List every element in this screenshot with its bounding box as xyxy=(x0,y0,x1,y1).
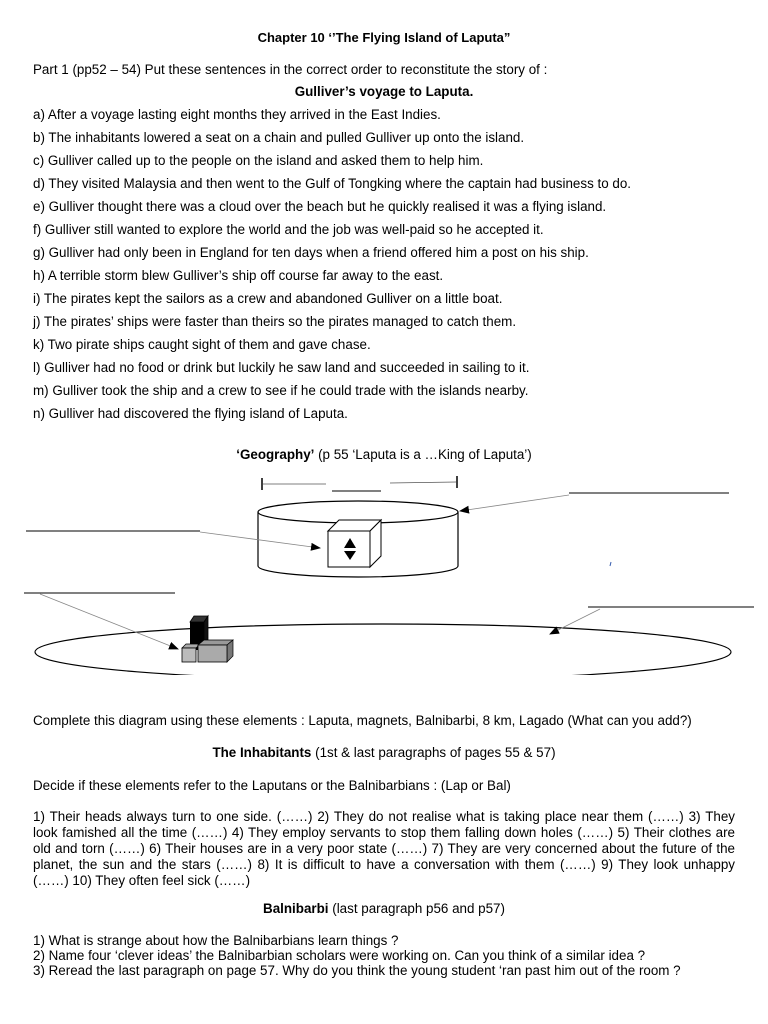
geography-heading xyxy=(0,447,768,462)
story-sentence: n) Gulliver had discovered the flying island of Laputa. xyxy=(33,406,348,421)
balnibarbi-heading-ref: (last paragraph p56 and p57) xyxy=(328,901,505,916)
magnet-cube xyxy=(328,520,381,567)
laputa-diagram xyxy=(0,470,768,675)
balnibarbi-heading-label: Balnibarbi xyxy=(263,901,329,916)
story-sentence: j) The pirates’ ships were faster than theirs so the pirates managed to catch them. xyxy=(33,314,517,329)
inhabitants-heading-ref: (1st & last paragraphs of pages 55 & 57) xyxy=(311,745,556,760)
story-sentence: i) The pirates kept the sailors as a crew and abandoned Gulliver on a little boat. xyxy=(33,291,503,306)
story-sentence: m) Gulliver took the ship and a crew to see if he could trade with the islands nearby. xyxy=(33,383,529,398)
story-sentence: g) Gulliver had only been in England for ten days when a friend offered him a post on his ship. xyxy=(33,245,589,260)
story-sentence: f) Gulliver still wanted to explore the world and the job was well-paid so he accepted it. xyxy=(33,222,544,237)
ground-ellipse xyxy=(35,624,731,675)
dimension-line xyxy=(262,476,457,491)
story-sentence: c) Gulliver called up to the people on the island and asked them to help him. xyxy=(33,153,484,168)
geography-heading-ref: (p 55 ‘Laputa is a …King of Laputa’) xyxy=(314,447,532,462)
story-sentence: l) Gulliver had no food or drink but luckily he saw land and succeeded in sailing to it. xyxy=(33,360,530,375)
geography-heading-label: ‘Geography’ xyxy=(236,447,315,462)
balnibarbi-question: 1) What is strange about how the Balnibarbians learn things ? xyxy=(33,933,399,948)
balnibarbi-heading xyxy=(0,901,768,916)
part1-subtitle: Gulliver’s voyage to Laputa. xyxy=(294,84,474,99)
inhabitants-items: 1) Their heads always turn to one side. (……) 2) They do not realise what is taking place near them (……) 3) They look famished all the time (……) 4) They employ servants to stop them falling down holes (……) 5) Their clothes are old and torn (……) 6) Their houses are in a very poor state (……) 7) They are very concerned about the future of the planet, the sun and the stars (……) 8) It is difficult to have a conversation with them (……) 9) They look unhappy (……) 10) They often feel sick (……) xyxy=(33,809,735,888)
inhabitants-heading-label: The Inhabitants xyxy=(212,745,312,760)
story-sentence: e) Gulliver thought there was a cloud over the beach but he quickly realised it was a flying island. xyxy=(33,199,607,214)
story-sentence: b) The inhabitants lowered a seat on a chain and pulled Gulliver up onto the island. xyxy=(33,130,525,145)
story-sentence: k) Two pirate ships caught sight of them and gave chase. xyxy=(33,337,371,352)
inhabitants-instruction: Decide if these elements refer to the Laputans or the Balnibarbians : (Lap or Bal) xyxy=(33,778,511,793)
stray-mark xyxy=(610,562,611,566)
story-sentence: a) After a voyage lasting eight months they arrived in the East Indies. xyxy=(33,107,441,122)
geography-instruction: Complete this diagram using these elements : Laputa, magnets, Balnibarbi, 8 km, Lagado (What can you add?) xyxy=(33,713,692,728)
page-title: Chapter 10 ‘’The Flying Island of Laputa” xyxy=(257,30,511,45)
city-buildings xyxy=(182,616,233,662)
part1-intro: Part 1 (pp52 – 54) Put these sentences in the correct order to reconstitute the story of : xyxy=(33,62,548,77)
balnibarbi-question: 3) Reread the last paragraph on page 57. Why do you think the young student ‘ran past him out of the room ? xyxy=(33,963,681,978)
inhabitants-heading xyxy=(0,745,768,760)
story-sentence: d) They visited Malaysia and then went to the Gulf of Tongking where the captain had business to do. xyxy=(33,176,631,191)
story-sentence: h) A terrible storm blew Gulliver’s ship off course far away to the east. xyxy=(33,268,444,283)
balnibarbi-question: 2) Name four ‘clever ideas’ the Balnibarbian scholars were working on. Can you think of a similar idea ? xyxy=(33,948,646,963)
